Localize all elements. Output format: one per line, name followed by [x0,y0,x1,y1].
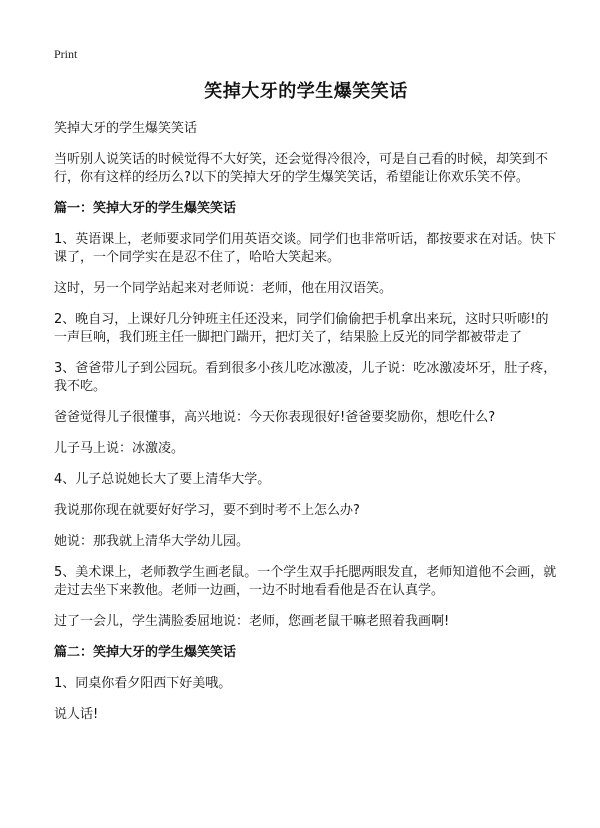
section-one-heading: 篇一：笑掉大牙的学生爆笑笑话 [54,201,237,216]
intro-paragraph: 当听别人说笑话的时候觉得不大好笑，还会觉得冷很冷，可是自己看的时候，却笑到不行，你有这样的经历么?以下的笑掉大牙的学生爆笑笑话，希望能让你欢乐笑不停。 [54,152,549,185]
section-one-paragraph: 过了一会儿，学生满脸委屈地说：老师，您画老鼠干嘛老照着我画啊! [54,614,450,629]
section-one-paragraph: 4、儿子总说她长大了要上清华大学。 [54,472,271,487]
section-one-paragraph: 2、晚自习，上课好几分钟班主任还没来，同学们偷偷把手机拿出来玩，这时只听嘭!的一声巨响，我们班主任一脚把门踹开，把灯关了，结果脸上反光的同学都被带走了 [54,312,549,345]
document-subtitle: 笑掉大牙的学生爆笑笑话 [54,121,198,136]
section-one-paragraph: 这时，另一个同学站起来对老师说：老师，他在用汉语笑。 [54,281,393,296]
section-one-paragraph: 我说那你现在就要好好学习，要不到时考不上怎么办? [54,503,360,518]
section-two-heading: 篇二：笑掉大牙的学生爆笑笑话 [54,645,237,660]
section-two-paragraph: 1、同桌你看夕阳西下好美哦。 [54,676,232,691]
section-one-paragraph: 爸爸觉得儿子很懂事，高兴地说：今天你表现很好!爸爸要奖励你，想吃什么? [54,410,496,425]
section-one-paragraph: 3、爸爸带儿子到公园玩。看到很多小孩儿吃冰激凌，儿子说：吃冰激凌坏牙，肚子疼，我不吃。 [54,361,557,394]
document-title: 笑掉大牙的学生爆笑笑话 [204,81,408,102]
section-one-paragraph: 1、英语课上，老师要求同学们用英语交谈。同学们也非常听话，都按要求在对话。快下课了，一个同学实在是忍不住了，哈哈大笑起来。 [54,232,557,265]
section-two-paragraph: 说人话! [54,707,99,722]
section-one-paragraph: 儿子马上说：冰激凌。 [54,441,185,456]
section-one-paragraph: 5、美术课上，老师教学生画老鼠。一个学生双手托腮两眼发直，老师知道他不会画，就走过去坐下来教他。老师一边画，一边不时地看看他是否在认真学。 [54,565,557,598]
section-one-paragraph: 她说：那我就上清华大学幼儿园。 [54,534,250,549]
section-one [54,200,558,631]
section-two [54,644,558,724]
print-label[interactable]: Print [54,47,78,61]
